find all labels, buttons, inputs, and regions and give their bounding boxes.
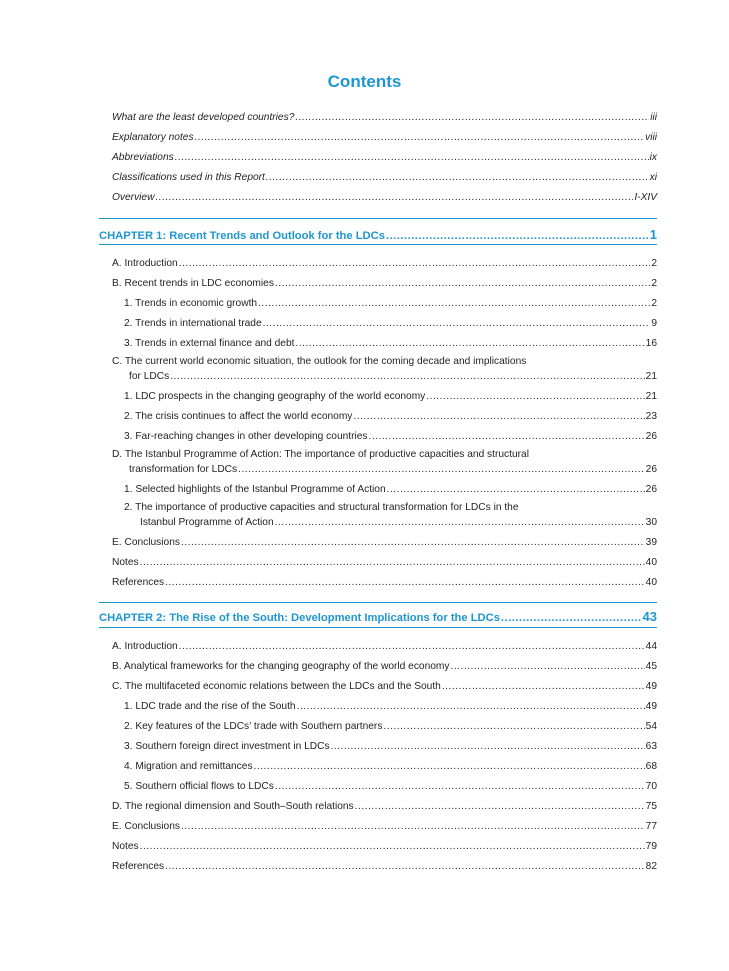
toc-entry-label-continued: transformation for LDCs — [129, 464, 238, 475]
toc-subentry[interactable] — [124, 760, 657, 773]
toc-entry-page: 40 — [645, 557, 657, 568]
dot-leader — [170, 370, 644, 383]
dot-leader — [353, 410, 644, 423]
toc-entry-page: 49 — [645, 681, 657, 692]
toc-entry-front-matter[interactable] — [112, 111, 657, 124]
chapter-title: CHAPTER 1: Recent Trends and Outlook for the LDCs — [99, 230, 385, 242]
toc-entry-label: Explanatory notes — [112, 132, 194, 143]
toc-entry-label: A. Introduction — [112, 641, 178, 652]
dot-leader — [179, 257, 651, 270]
toc-entry-label: 3. Trends in external finance and debt — [124, 338, 295, 349]
toc-entry-label: What are the least developed countries? — [112, 112, 295, 123]
toc-entry-page: 68 — [645, 761, 657, 772]
toc-entry-page: 79 — [645, 841, 657, 852]
toc-subentry[interactable] — [140, 516, 657, 529]
dot-leader — [266, 171, 649, 184]
toc-entry-label: Notes — [112, 841, 139, 852]
dot-leader — [155, 191, 633, 204]
toc-entry-page: 21 — [645, 391, 657, 402]
dot-leader — [254, 760, 645, 773]
toc-entry-label: B. Recent trends in LDC economies — [112, 278, 274, 289]
dot-leader — [181, 820, 645, 833]
toc-entry-label: E. Conclusions — [112, 537, 180, 548]
toc-entry-label: 1. Trends in economic growth — [124, 298, 258, 309]
toc-entry-label: 5. Southern official flows to LDCs — [124, 781, 274, 792]
chapter-divider — [99, 244, 657, 245]
toc-entry-label: Notes — [112, 557, 139, 568]
toc-subentry[interactable] — [124, 740, 657, 753]
toc-entry-label: C. The multifaceted economic relations between the LDCs and the South — [112, 681, 441, 692]
toc-entry-page: 2 — [651, 298, 657, 309]
toc-entry-label: C. The current world economic situation, the outlook for the coming decade and implications — [112, 356, 527, 367]
toc-entry-front-matter[interactable] — [112, 131, 657, 144]
dot-leader — [165, 576, 645, 589]
toc-entry[interactable] — [112, 556, 657, 569]
toc-entry-page: 2 — [651, 278, 657, 289]
toc-entry-page: I-XIV — [634, 192, 657, 203]
toc-entry-label-continued: for LDCs — [129, 371, 170, 382]
chapter-divider — [99, 627, 657, 628]
dot-leader — [297, 700, 645, 713]
toc-entry-page: 75 — [645, 801, 657, 812]
toc-entry-page: 49 — [645, 701, 657, 712]
toc-entry-label: 3. Southern foreign direct investment in LDCs — [124, 741, 330, 752]
toc-entry[interactable] — [112, 800, 657, 813]
toc-entry-label: References — [112, 861, 165, 872]
toc-entry-page: 77 — [645, 821, 657, 832]
dot-leader — [140, 840, 645, 853]
toc-entry-page: 82 — [645, 861, 657, 872]
toc-subentry[interactable] — [124, 430, 657, 443]
toc-entry-page: xi — [649, 172, 657, 183]
toc-entry-page: iii — [650, 112, 657, 123]
toc-entry[interactable] — [112, 277, 657, 290]
dot-leader — [275, 780, 645, 793]
chapter-page: 1 — [649, 227, 657, 242]
toc-entry-page: viii — [645, 132, 657, 143]
toc-entry-label: D. The regional dimension and South–South relations — [112, 801, 354, 812]
toc-entry-label: 1. Selected highlights of the Istanbul Programme of Action — [124, 484, 386, 495]
dot-leader — [195, 131, 645, 144]
toc-subentry[interactable] — [124, 390, 657, 403]
toc-entry-label: 3. Far-reaching changes in other developing countries — [124, 431, 368, 442]
toc-entry[interactable] — [112, 840, 657, 853]
chapter-divider — [99, 218, 657, 219]
toc-entry-page: 21 — [645, 371, 657, 382]
toc-entry-page: 54 — [645, 721, 657, 732]
toc-entry-page: 26 — [645, 464, 657, 475]
dot-leader — [383, 720, 644, 733]
toc-entry-label: Classifications used in this Report — [112, 172, 265, 183]
toc-subentry[interactable] — [124, 720, 657, 733]
toc-entry-label: 1. LDC trade and the rise of the South — [124, 701, 296, 712]
dot-leader — [275, 516, 645, 529]
dot-leader — [442, 680, 645, 693]
toc-entry-page: 9 — [651, 318, 657, 329]
toc-entry[interactable] — [112, 680, 657, 693]
toc-entry-label: Abbreviations — [112, 152, 174, 163]
toc-entry-label: References — [112, 577, 165, 588]
toc-entry[interactable] — [129, 370, 657, 383]
toc-entry-page: 2 — [651, 258, 657, 269]
toc-entry-page: 26 — [645, 484, 657, 495]
dot-leader — [238, 463, 645, 476]
toc-chapter-1[interactable] — [99, 228, 657, 243]
toc-entry-page: 39 — [645, 537, 657, 548]
dot-leader — [275, 277, 650, 290]
dot-leader — [175, 151, 649, 164]
toc-entry-label: 2. Trends in international trade — [124, 318, 262, 329]
toc-entry-front-matter[interactable] — [112, 191, 657, 204]
dot-leader — [165, 860, 645, 873]
toc-entry-page: 70 — [645, 781, 657, 792]
chapter-title: CHAPTER 2: The Rise of the South: Development Implications for the LDCs — [99, 612, 500, 624]
toc-entry-label: 2. Key features of the LDCs’ trade with Southern partners — [124, 721, 383, 732]
toc-entry-label: Overview — [112, 192, 155, 203]
toc-entry-label: A. Introduction — [112, 258, 178, 269]
chapter-divider — [99, 602, 657, 603]
dot-leader — [295, 337, 644, 350]
toc-entry[interactable] — [112, 820, 657, 833]
toc-entry-label: D. The Istanbul Programme of Action: The importance of productive capacities and structural — [112, 449, 529, 460]
dot-leader — [501, 612, 642, 625]
chapter-page: 43 — [642, 609, 657, 624]
dot-leader — [140, 556, 645, 569]
toc-entry-page: 16 — [645, 338, 657, 349]
dot-leader — [258, 297, 650, 310]
toc-entry-page: 26 — [645, 431, 657, 442]
toc-entry-label: E. Conclusions — [112, 821, 180, 832]
toc-entry-page: 44 — [645, 641, 657, 652]
dot-leader — [451, 660, 645, 673]
toc-entry-front-matter[interactable] — [112, 151, 657, 164]
dot-leader — [179, 640, 645, 653]
toc-entry[interactable] — [112, 536, 657, 549]
toc-subentry[interactable] — [124, 483, 657, 496]
toc-entry-label: 1. LDC prospects in the changing geography of the world economy — [124, 391, 426, 402]
toc-entry-front-matter[interactable] — [112, 171, 657, 184]
dot-leader — [387, 483, 645, 496]
toc-entry-page: 45 — [645, 661, 657, 672]
dot-leader — [355, 800, 645, 813]
dot-leader — [295, 111, 649, 124]
dot-leader — [263, 317, 651, 330]
toc-entry-page: 30 — [645, 517, 657, 528]
toc-entry[interactable] — [129, 463, 657, 476]
toc-entry-label: 2. The importance of productive capacities and structural transformation for LDCs in the — [124, 502, 519, 513]
toc-entry[interactable] — [112, 860, 657, 873]
toc-entry[interactable] — [112, 660, 657, 673]
toc-entry[interactable] — [112, 257, 657, 270]
toc-entry[interactable] — [112, 640, 657, 653]
toc-entry-label-continued: Istanbul Programme of Action — [140, 517, 274, 528]
toc-subentry[interactable] — [124, 780, 657, 793]
toc-entry-page: 40 — [645, 577, 657, 588]
dot-leader — [331, 740, 645, 753]
toc-subentry[interactable] — [124, 410, 657, 423]
toc-chapter-2[interactable] — [99, 610, 657, 625]
toc-entry-label: B. Analytical frameworks for the changing geography of the world economy — [112, 661, 450, 672]
toc-subentry[interactable] — [124, 700, 657, 713]
toc-subentry[interactable] — [124, 337, 657, 350]
toc-entry-page: 63 — [645, 741, 657, 752]
toc-entry-label: 2. The crisis continues to affect the world economy — [124, 411, 353, 422]
dot-leader — [369, 430, 645, 443]
toc-entry-page: 23 — [645, 411, 657, 422]
dot-leader — [386, 230, 649, 243]
page-title: Contents — [327, 72, 402, 91]
toc-subentry[interactable] — [124, 317, 657, 330]
toc-entry-page: ix — [649, 152, 657, 163]
dot-leader — [181, 536, 645, 549]
dot-leader — [426, 390, 644, 403]
toc-entry-label: 4. Migration and remittances — [124, 761, 253, 772]
toc-subentry[interactable] — [124, 297, 657, 310]
toc-entry[interactable] — [112, 576, 657, 589]
